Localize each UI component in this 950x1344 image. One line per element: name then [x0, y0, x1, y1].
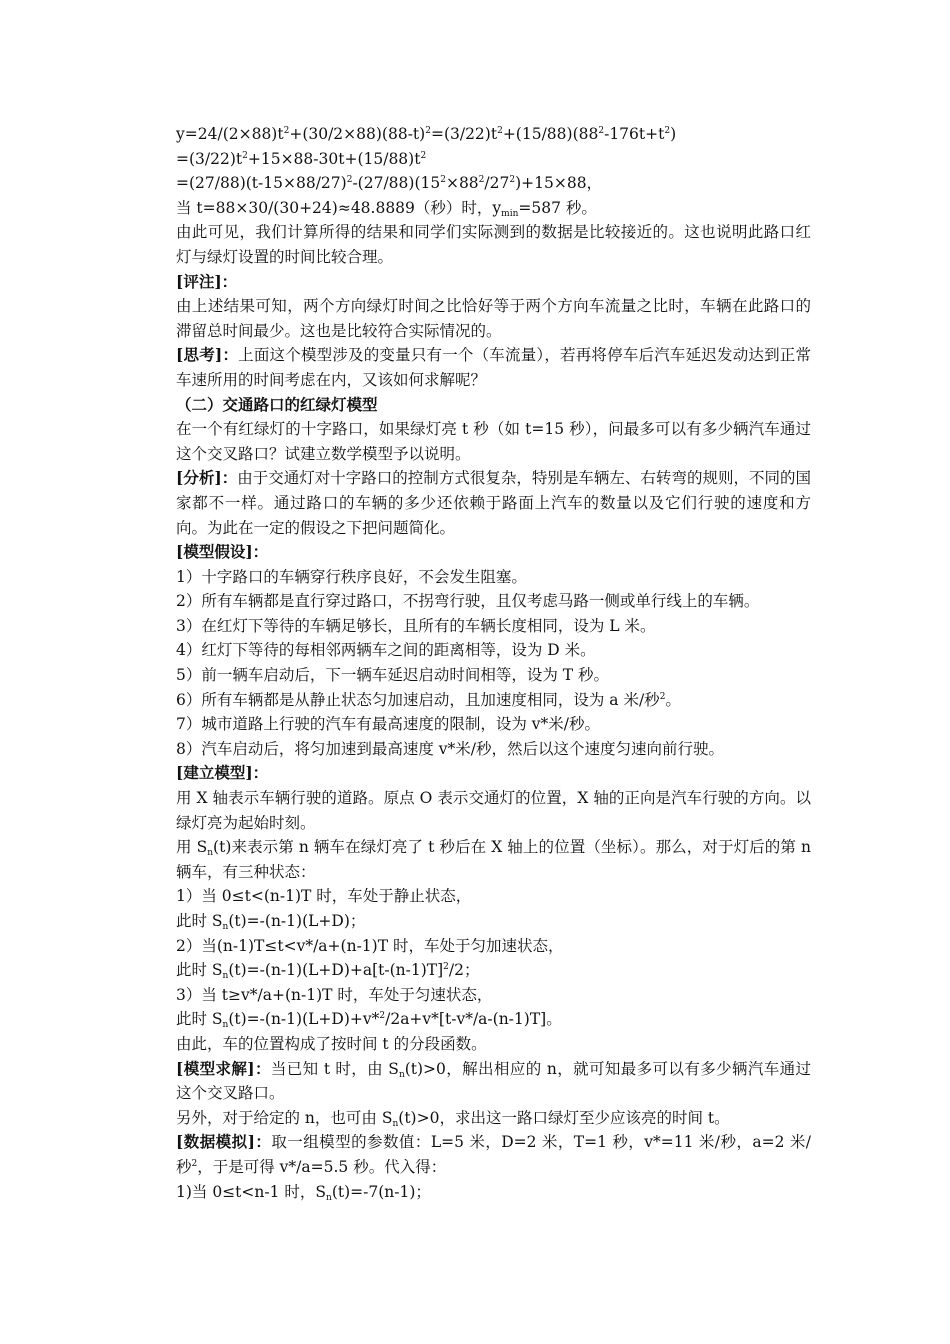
paragraph-other: 另外，对于给定的 n，也可由 $S_n(t)>0$，求出这一路口绿灯至少应该亮的时间 t。 [176, 1108, 730, 1129]
equation-line-1: $y=24/(2\times 88)t^2+(30/2\times 88)(88-t)^2=(3/22)t^2+(15/88)(88^2-176t+t^2)$ [176, 125, 677, 143]
assumption-item: 4）红灯下等待的每相邻两辆车之间的距离相等，设为 D 米。 [176, 641, 596, 660]
state-equation: 此时 $S_n(t)=-(n-1)(L+D)$； [176, 912, 366, 932]
state-item: 1）当 0≤t<(n-1)T 时，车处于静止状态， [176, 887, 472, 906]
assumption-item: 2）所有车辆都是直行穿过路口，不拐弯行驶，且仅考虑马路一侧或单行线上的车辆。 [176, 592, 760, 611]
paragraph-piecewise: 由此，车的位置构成了按时间 t 的分段函数。 [176, 1034, 487, 1053]
equation-line-2: $=(3/22)t^2+15\times 88-30t+(15/88)t^2$ [176, 149, 427, 168]
assumption-item: 5）前一辆车启动后，下一辆车延迟启动时间相等，设为 T 秒。 [176, 666, 610, 685]
paragraph-analysis: [分析]：由于交通灯对十字路口的控制方式很复杂，特别是车辆左、右转弯的规则，不同的国家都不一样。通过路口的车辆的多少还依赖于路面上汽车的数量以及它们行驶的速度和方向。为此在一定的假设之下把问题简化。 [176, 468, 811, 537]
state-item: 3）当 t≥v*/a+(n-1)T 时，车处于匀速状态， [176, 985, 493, 1004]
paragraph-think: [思考]：上面这个模型涉及的变量只有一个（车流量），若再将停车后汽车延迟发动达到正常车速所用的时间考虑在内，又该如何求解呢？ [176, 345, 811, 389]
paragraph-build-1: 用 X 轴表示车辆行驶的道路。原点 O 表示交通灯的位置，X 轴的正向是汽车行驶的方向。以绿灯亮为起始时刻。 [176, 789, 811, 832]
section-heading: （二）交通路口的红绿灯模型 [176, 394, 378, 414]
state-equation: 此时 $S_n(t)=-(n-1)(L+D)+a[t-(n-1)T]^2/2$； [176, 961, 480, 982]
equation-line-3: $=(27/88)(t-15\times 88/27)^2-(27/88)(15^2\times 88^2/27^2)+15\times 88$， [176, 174, 603, 193]
assumption-item: 8）汽车启动后，将匀加速到最高速度 v*米/秒，然后以这个速度匀速向前行驶。 [176, 739, 725, 758]
assumption-item: 1）十字路口的车辆穿行秩序良好，不会发生阻塞。 [176, 567, 527, 586]
paragraph-conclusion: 由此可见，我们计算所得的结果和同学们实际测到的数据是比较接近的。这也说明此路口红灯与绿灯设置的时间比较合理。 [176, 223, 811, 266]
heading-assumptions: [模型假设]： [176, 542, 269, 562]
equation-line-4: 当 t=88×30/(30+24)≈48.8889（秒）时，$y_{min}=587$ 秒。 [176, 198, 597, 219]
paragraph-problem: 在一个有红绿灯的十字路口，如果绿灯亮 t 秒（如 t=15 秒），问最多可以有多少辆汽车通过这个交叉路口？试建立数学模型予以说明。 [176, 420, 811, 463]
assumption-item: 3）在红灯下等待的车辆足够长，且所有的车辆长度相同，设为 L 米。 [176, 616, 656, 635]
paragraph-build-2: 用 $S_n(t)$来表示第 n 辆车在绿灯亮了 t 秒后在 X 轴上的位置（坐标）。那么，对于灯后的第 n 辆车，有三种状态： [176, 838, 811, 881]
paragraph-note: 由上述结果可知，两个方向绿灯时间之比恰好等于两个方向车流量之比时，车辆在此路口的滞留总时间最少。这也是比较符合实际情况的。 [176, 297, 811, 340]
state-equation: 此时 $S_n(t)=-(n-1)(L+D)+v*^2/2a+v*[t-v*/a-(n-1)T]$。 [176, 1010, 562, 1031]
paragraph-simulation: [数据模拟]：取一组模型的参数值：L=5 米，D=2 米，T=1 秒，v*=11 米/秒，a=2 米/秒$^2$，于是可得 v*/a=5.5 秒。代入得： [176, 1132, 812, 1176]
document-page [145, 122, 811, 1204]
paragraph-solve: [模型求解]：当已知 t 时，由 $S_n(t)>0$，解出相应的 n，就可知最多可以有多少辆汽车通过这个交叉路口。 [176, 1058, 811, 1103]
assumption-item: 7）城市道路上行驶的汽车有最高速度的限制，设为 v*米/秒。 [176, 715, 601, 734]
heading-note: [评注]： [176, 271, 238, 291]
heading-build-model: [建立模型]： [176, 763, 269, 783]
simulation-case-1: 1)当 0≤t<n-1 时，$S_n(t)=-7(n-1)$； [176, 1182, 431, 1203]
assumption-item: 6）所有车辆都是从静止状态匀加速启动，且加速度相同，设为 a 米/秒$^2$。 [176, 690, 681, 709]
state-item: 2）当(n-1)T≤t<v*/a+(n-1)T 时，车处于匀加速状态， [176, 936, 564, 955]
